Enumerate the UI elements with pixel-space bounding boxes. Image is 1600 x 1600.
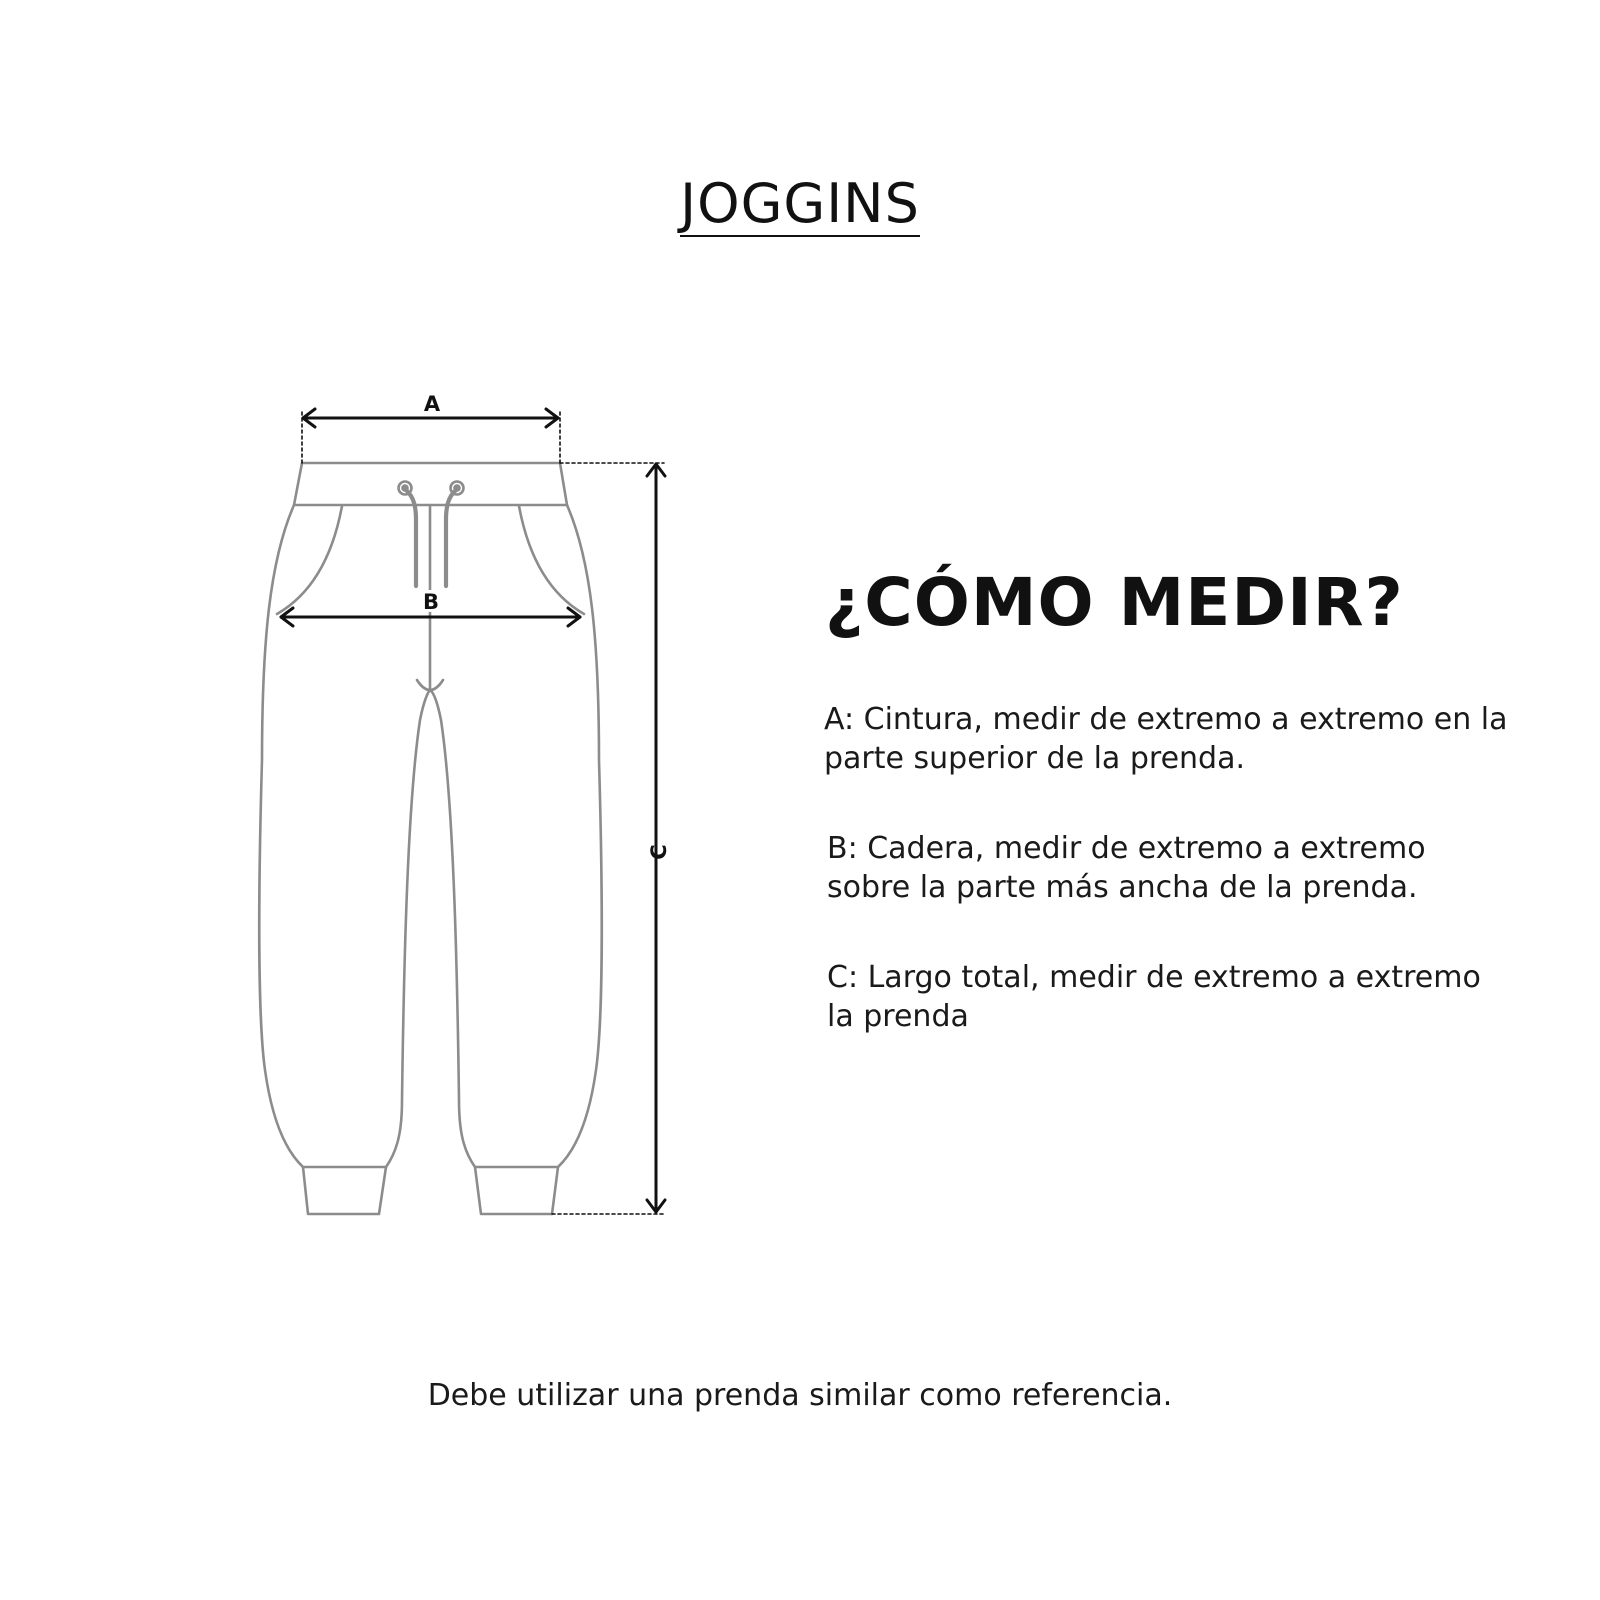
dimension-b-label: B <box>422 590 440 614</box>
joggers-outline <box>259 463 601 1214</box>
dimension-lines <box>281 409 665 1214</box>
right-cuff <box>475 1167 558 1214</box>
left-cuff <box>303 1167 386 1214</box>
footer-note: Debe utilizar una prenda similar como referencia. <box>427 1378 1173 1413</box>
description-a: A: Cintura, medir de extremo a extremo en la parte superior de la prenda. <box>824 702 1508 776</box>
dimension-a-label: A <box>423 392 441 416</box>
page-title-text: JOGGINS <box>680 172 920 235</box>
dimension-c-label: C <box>647 844 671 860</box>
waistband <box>294 463 567 505</box>
how-to-measure-heading: ¿CÓMO MEDIR? <box>825 564 1404 641</box>
description-c: C: Largo total, medir de extremo a extremo la prenda <box>827 960 1481 1034</box>
description-b: B: Cadera, medir de extremo a extremo sobre la parte más ancha de la prenda. <box>827 831 1426 905</box>
